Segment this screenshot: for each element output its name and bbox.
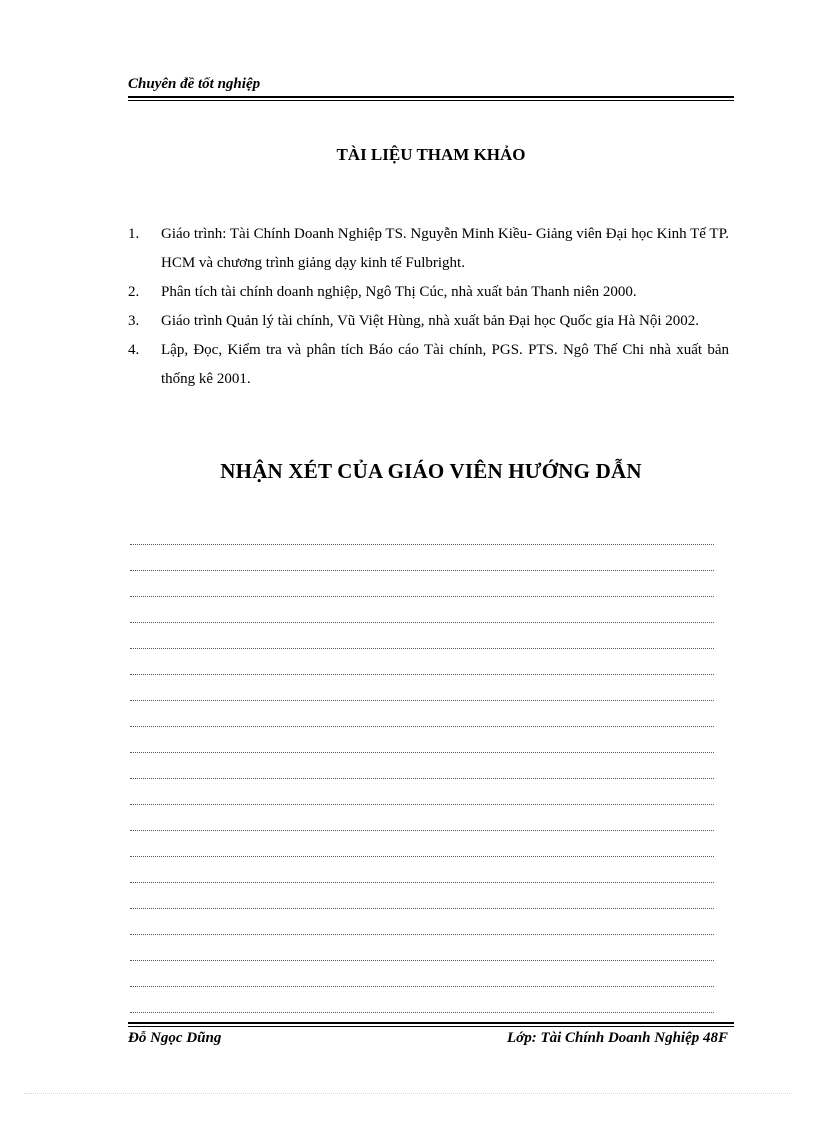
reference-text: Phân tích tài chính doanh nghiệp, Ngô Thị Cúc, nhà xuất bản Thanh niên 2000. <box>161 284 637 300</box>
comment-line <box>130 782 714 808</box>
comment-line <box>130 548 714 574</box>
reference-item <box>128 336 729 394</box>
comment-line <box>130 860 714 886</box>
comment-line <box>130 912 714 938</box>
comment-line <box>130 756 714 782</box>
reference-number: 4. <box>128 342 140 358</box>
reference-item <box>128 307 729 336</box>
advisor-comments-heading: NHẬN XÉT CỦA GIÁO VIÊN HƯỚNG DẪN <box>220 459 642 483</box>
comment-line <box>130 704 714 730</box>
comment-line <box>130 834 714 860</box>
references-heading: TÀI LIỆU THAM KHẢO <box>336 145 526 164</box>
reference-text: Giáo trình: Tài Chính Doanh Nghiệp TS. Nguyễn Minh Kiều- Giảng viên Đại học Kinh Tế TP. HCM và chương trình giảng dạy kinh tế Fulbright. <box>161 226 729 271</box>
footer-author: Đỗ Ngọc Dũng <box>128 1030 222 1046</box>
header-title: Chuyên đề tốt nghiệp <box>128 76 261 92</box>
comment-line <box>130 990 714 1016</box>
comment-line <box>130 574 714 600</box>
header-rule-thin <box>128 100 734 101</box>
reference-item <box>128 220 729 278</box>
reference-number: 1. <box>128 226 140 242</box>
comment-line <box>130 938 714 964</box>
comment-lines <box>130 522 714 1016</box>
comment-line <box>130 652 714 678</box>
reference-number: 2. <box>128 284 140 300</box>
footer-rule <box>128 1022 734 1024</box>
reference-item <box>128 278 729 307</box>
footer-rule-thin <box>128 1026 734 1027</box>
comment-line <box>130 600 714 626</box>
page-edge <box>24 1093 792 1094</box>
footer-class: Lớp: Tài Chính Doanh Nghiệp 48F <box>506 1030 728 1046</box>
header-rule <box>128 96 734 98</box>
reference-text: Giáo trình Quản lý tài chính, Vũ Việt Hùng, nhà xuất bản Đại học Quốc gia Hà Nội 2002. <box>161 313 700 329</box>
comment-line <box>130 626 714 652</box>
reference-number: 3. <box>128 313 140 329</box>
reference-text: Lập, Đọc, Kiểm tra và phân tích Báo cáo Tài chính, PGS. PTS. Ngô Thế Chi nhà xuất bản thống kê 2001. <box>161 342 729 387</box>
comment-line <box>130 964 714 990</box>
comment-line <box>130 678 714 704</box>
comment-line <box>130 808 714 834</box>
comment-line <box>130 886 714 912</box>
page-header <box>128 74 734 94</box>
references-list <box>128 220 729 394</box>
comment-line <box>130 730 714 756</box>
comment-line <box>130 522 714 548</box>
